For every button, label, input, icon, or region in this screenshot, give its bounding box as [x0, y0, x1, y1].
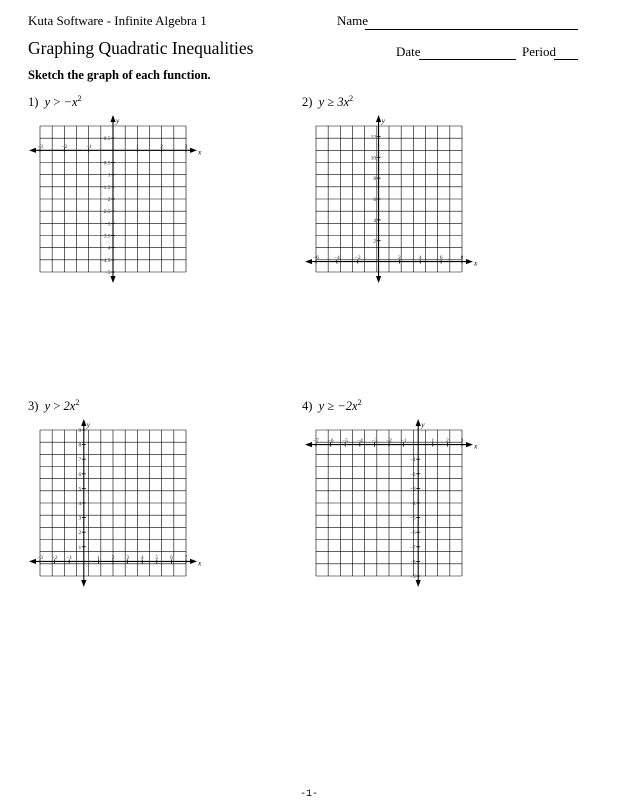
y-tick-label: 5 [78, 486, 82, 493]
x-axis-label: x [198, 147, 202, 157]
y-axis-up-arrow [110, 115, 115, 122]
y-tick-label: 6 [373, 197, 377, 203]
x-tick-label: −7 [313, 438, 319, 445]
period-blank-line [554, 59, 578, 60]
y-axis-up-arrow [376, 115, 381, 122]
problem-number: 1) [28, 95, 39, 110]
x-axis-left-arrow [305, 442, 312, 447]
x-tick-label: −3 [37, 143, 43, 150]
x-tick-label: 3 [126, 554, 129, 561]
grid-lines [316, 430, 462, 576]
expression: 3x [337, 95, 350, 110]
exponent: 2 [77, 94, 82, 103]
x-tick-label: −3 [371, 438, 378, 445]
y-tick-label: 4 [78, 501, 82, 507]
x-tick-label: −1 [66, 554, 73, 561]
page-number: -1- [300, 789, 319, 800]
x-tick-label: 3 [184, 143, 188, 150]
graph-2-coordinate-grid[interactable] [302, 114, 478, 286]
x-tick-label: −2 [354, 255, 361, 262]
y-tick-label: 7 [78, 457, 82, 464]
y-variable: y [318, 95, 325, 110]
relation-symbol: > [53, 95, 61, 110]
y-tick-label: 8 [373, 176, 377, 183]
y-tick-label: −6 [409, 530, 416, 537]
x-tick-label: −6 [313, 255, 319, 262]
x-tick-label: 7 [184, 554, 188, 561]
x-tick-label: 8 [460, 255, 464, 262]
x-tick-label: −4 [333, 255, 340, 262]
y-tick-label: −5 [104, 270, 111, 276]
x-tick-label: 1 [135, 143, 139, 150]
x-tick-label: 3 [460, 438, 464, 445]
x-tick-label: −2 [51, 554, 58, 561]
y-axis-down-arrow [81, 580, 86, 587]
x-tick-label: 2 [111, 554, 115, 561]
x-axis-right-arrow [466, 442, 473, 447]
exponent: 2 [357, 398, 362, 407]
y-variable: y [44, 399, 51, 414]
x-tick-label: −2 [386, 438, 392, 445]
x-axis-left-arrow [29, 148, 36, 153]
y-tick-label: −4 [104, 245, 111, 252]
y-tick-label: −9 [409, 574, 416, 580]
y-tick-label: 10 [370, 155, 377, 162]
y-tick-label: −0.5 [100, 160, 111, 167]
y-tick-label: −1 [409, 457, 416, 464]
y-tick-label: 12 [370, 134, 377, 141]
x-axis-left-arrow [29, 559, 36, 564]
x-tick-label: 6 [170, 554, 173, 561]
y-axis-label: y [116, 116, 120, 125]
expression: 2x [63, 399, 76, 414]
instructions: Sketch the graph of each function. [28, 68, 211, 82]
y-tick-label: 2 [78, 530, 82, 537]
x-tick-label: 6 [439, 255, 443, 262]
problem-number: 3) [28, 399, 39, 414]
y-tick-label: −1 [104, 172, 111, 179]
y-tick-label: −1.5 [100, 184, 111, 191]
y-variable: y [318, 399, 325, 414]
worksheet-source: Kuta Software - Infinite Algebra 1 [28, 13, 207, 28]
problem-1-label [28, 94, 82, 110]
y-tick-label: 4 [373, 217, 377, 224]
x-tick-label: −4 [356, 438, 363, 445]
grid-lines [316, 126, 462, 272]
x-tick-label: 1 [97, 554, 100, 561]
period-label: Period [522, 44, 556, 59]
graph-4-coordinate-grid[interactable] [302, 418, 478, 590]
exponent: 2 [349, 94, 354, 103]
problem-number: 4) [302, 399, 313, 414]
y-tick-label: 2 [373, 238, 377, 245]
worksheet-title: Graphing Quadratic Inequalities [28, 38, 254, 58]
x-tick-label: −2 [61, 143, 68, 150]
y-axis-up-arrow [81, 419, 86, 426]
y-tick-label: 9 [78, 428, 82, 434]
name-label: Name [337, 13, 369, 28]
y-tick-label: −3 [104, 221, 111, 228]
x-tick-label: 2 [398, 255, 401, 262]
y-axis-down-arrow [416, 580, 421, 587]
y-axis-label: y [381, 116, 385, 125]
y-tick-label: 0.5 [103, 136, 111, 143]
y-axis-label: y [86, 420, 91, 429]
date-label: Date [396, 44, 421, 59]
x-tick-label: 4 [418, 255, 422, 262]
y-tick-label: 3 [78, 515, 82, 522]
x-tick-label: −1 [400, 438, 407, 445]
y-tick-label: −4.5 [100, 257, 111, 264]
y-tick-label: −7 [409, 544, 416, 551]
relation-symbol: > [53, 399, 61, 414]
x-tick-label: −5 [342, 438, 349, 445]
x-tick-label: 2 [446, 438, 449, 445]
x-axis-right-arrow [190, 148, 197, 153]
x-tick-label: 5 [155, 554, 159, 561]
graph-3-coordinate-grid[interactable] [26, 418, 202, 590]
x-axis-label: x [474, 258, 478, 268]
exponent: 2 [75, 398, 80, 407]
x-axis-right-arrow [190, 559, 197, 564]
x-tick-label: 4 [140, 554, 144, 561]
x-tick-label: 2 [160, 143, 164, 150]
x-axis-label: x [198, 558, 202, 568]
y-tick-label: 1 [78, 544, 82, 551]
y-tick-label: 6 [78, 471, 82, 478]
x-tick-label: −3 [37, 554, 43, 561]
problem-number: 2) [302, 95, 313, 110]
y-axis-label: y [421, 420, 425, 429]
y-tick-label: −2 [409, 471, 416, 478]
y-axis-down-arrow [376, 276, 381, 283]
x-axis-label: x [474, 441, 478, 451]
problem-2-label [302, 94, 353, 110]
x-tick-label: 1 [431, 438, 435, 445]
y-tick-label: −5 [409, 515, 416, 522]
graph-1-coordinate-grid[interactable] [26, 114, 202, 286]
relation-symbol: ≥ [327, 95, 335, 110]
y-tick-label: −3 [409, 486, 416, 493]
date-blank-line [419, 59, 516, 60]
y-tick-label: −2 [104, 197, 111, 203]
y-axis-up-arrow [416, 419, 421, 426]
x-axis-right-arrow [466, 259, 473, 264]
expression: −2x [337, 399, 358, 414]
y-tick-label: 8 [78, 442, 82, 449]
y-tick-label: −4 [409, 501, 416, 507]
y-tick-label: −8 [409, 559, 416, 566]
expression: −x [63, 95, 78, 110]
x-tick-label: −6 [327, 438, 334, 445]
relation-symbol: ≥ [327, 399, 335, 414]
y-tick-label: −3.5 [100, 233, 111, 240]
y-variable: y [44, 95, 51, 110]
x-axis-left-arrow [305, 259, 312, 264]
name-blank-line [365, 29, 578, 30]
y-tick-label: −2.5 [100, 209, 111, 216]
problem-4-label [302, 398, 362, 414]
y-axis-down-arrow [110, 276, 115, 283]
problem-3-label [28, 398, 79, 414]
x-tick-label: −1 [85, 143, 92, 150]
